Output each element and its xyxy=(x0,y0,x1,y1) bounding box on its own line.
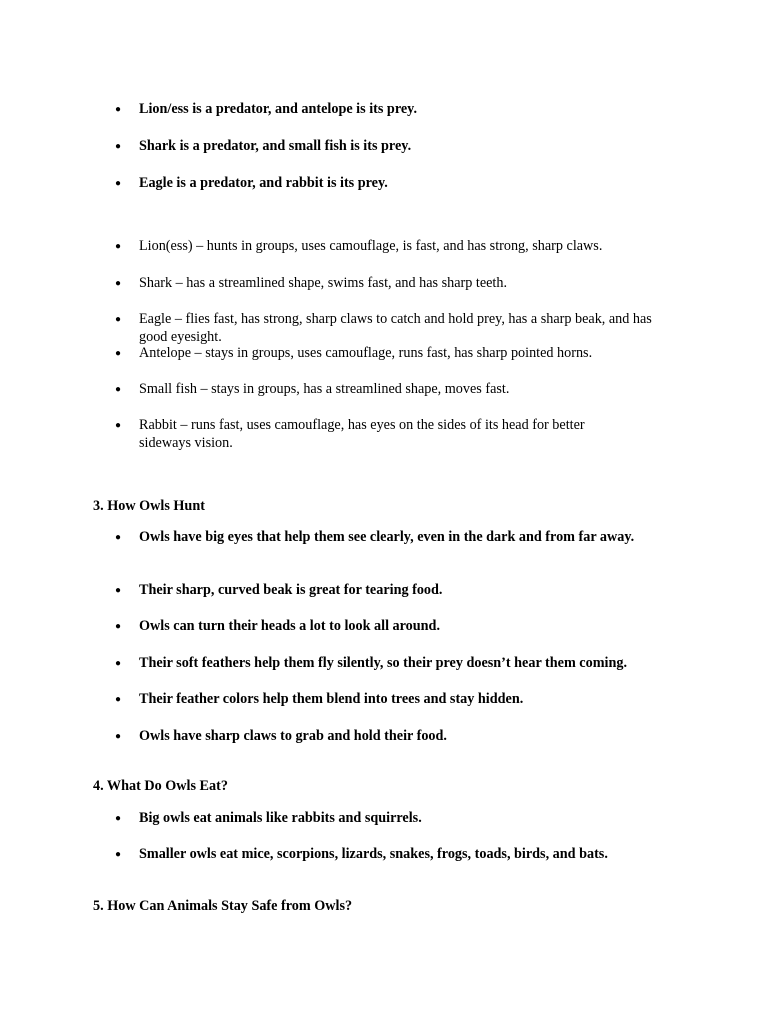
bullet-icon: ● xyxy=(115,420,122,431)
owl-diet-item xyxy=(115,810,679,828)
bullet-icon: ● xyxy=(115,178,122,189)
bullet-icon: ● xyxy=(115,658,122,669)
adaptation-item xyxy=(115,345,679,363)
bullet-icon: ● xyxy=(115,241,122,252)
predator-prey-item xyxy=(115,101,679,119)
list-item-text: Shark – has a streamlined shape, swims fast, and has sharp teeth. xyxy=(139,275,507,291)
owl-hunt-item xyxy=(115,655,699,673)
owl-hunt-item xyxy=(115,691,679,709)
list-item-text: Their feather colors help them blend into trees and stay hidden. xyxy=(139,691,524,707)
list-item-text: Lion(ess) – hunts in groups, uses camouflage, is fast, and has strong, sharp claws. xyxy=(139,238,603,254)
bullet-icon: ● xyxy=(115,585,122,596)
bullet-icon: ● xyxy=(115,278,122,289)
list-item-text: Lion/ess is a predator, and antelope is its prey. xyxy=(139,101,418,117)
owl-hunt-item xyxy=(115,728,679,746)
owl-hunt-item xyxy=(115,618,679,636)
owl-diet-item xyxy=(115,846,699,864)
list-item-text: Owls have big eyes that help them see clearly, even in the dark and from far away. xyxy=(139,529,635,545)
predator-prey-item xyxy=(115,138,679,156)
list-item-text: Big owls eat animals like rabbits and squirrels. xyxy=(139,810,422,826)
list-item-text: Their soft feathers help them fly silently, so their prey doesn’t hear them coming. xyxy=(139,655,627,671)
bullet-icon: ● xyxy=(115,694,122,705)
bullet-icon: ● xyxy=(115,532,122,543)
bullet-icon: ● xyxy=(115,731,122,742)
list-item-text: Eagle – flies fast, has strong, sharp claws to catch and hold prey, has a sharp beak, and has good eyesight. xyxy=(139,311,652,345)
adaptation-item xyxy=(115,417,639,452)
bullet-icon: ● xyxy=(115,384,122,395)
bullet-icon: ● xyxy=(115,813,122,824)
section-heading: 4. What Do Owls Eat? xyxy=(93,778,228,794)
bullet-icon: ● xyxy=(115,141,122,152)
owl-hunt-item xyxy=(115,529,659,547)
adaptation-item xyxy=(115,381,679,399)
adaptation-item xyxy=(115,311,654,346)
list-item-text: Small fish – stays in groups, has a streamlined shape, moves fast. xyxy=(139,381,510,397)
adaptation-item xyxy=(115,238,679,256)
list-item-text: Rabbit – runs fast, uses camouflage, has eyes on the sides of its head for better sideways vision. xyxy=(139,417,585,451)
list-item-text: Shark is a predator, and small fish is its prey. xyxy=(139,138,412,154)
list-item-text: Their sharp, curved beak is great for tearing food. xyxy=(139,582,443,598)
bullet-icon: ● xyxy=(115,849,122,860)
bullet-icon: ● xyxy=(115,104,122,115)
list-item-text: Owls can turn their heads a lot to look all around. xyxy=(139,618,440,634)
list-item-text: Smaller owls eat mice, scorpions, lizards, snakes, frogs, toads, birds, and bats. xyxy=(139,846,608,862)
predator-prey-item xyxy=(115,175,679,193)
bullet-icon: ● xyxy=(115,621,122,632)
owl-hunt-item xyxy=(115,582,679,600)
list-item-text: Owls have sharp claws to grab and hold their food. xyxy=(139,728,447,744)
section-heading: 3. How Owls Hunt xyxy=(93,498,205,514)
list-item-text: Eagle is a predator, and rabbit is its prey. xyxy=(139,175,388,191)
bullet-icon: ● xyxy=(115,314,122,325)
bullet-icon: ● xyxy=(115,348,122,359)
section-heading: 5. How Can Animals Stay Safe from Owls? xyxy=(93,898,353,914)
list-item-text: Antelope – stays in groups, uses camouflage, runs fast, has sharp pointed horns. xyxy=(139,345,593,361)
adaptation-item xyxy=(115,275,679,293)
